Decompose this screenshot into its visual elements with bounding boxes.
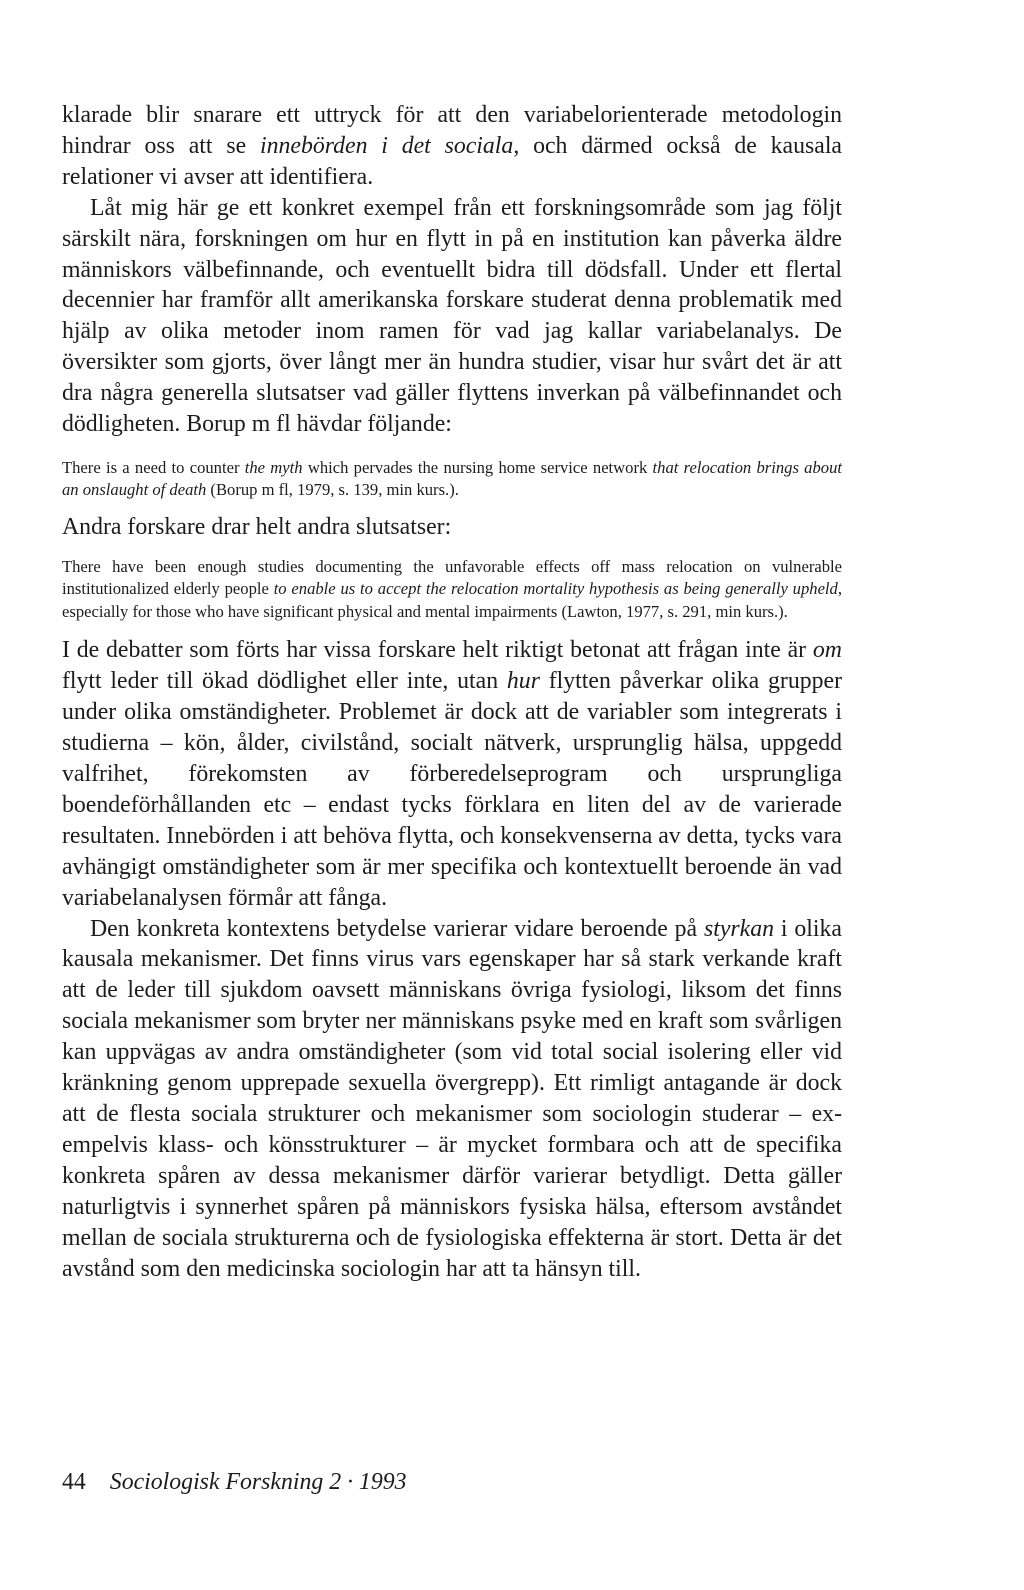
paragraph-4	[62, 635, 842, 913]
page-body	[62, 100, 842, 1284]
paragraph-1-text-a: klarade blir snarare ett uttryck för att den variabelorienterade metodologin hindrar oss att se	[62, 102, 842, 159]
quote-1-text-b: which pervades the nursing home service network	[302, 457, 653, 477]
quote-2-text-b: , especially for those who have significant physical and mental impairments (Lawton, 1977, s. 291, min kurs.).	[62, 579, 842, 621]
paragraph-4-emphasis-hur: hur	[506, 668, 540, 695]
paragraph-1-text-b: , och därmed också de kausala relationer vi avser att identifiera.	[62, 132, 842, 190]
paragraph-1-emphasis: innebörden i det sociala	[259, 132, 514, 159]
page-number: 44	[62, 1469, 86, 1495]
quote-1-text-a: There is a need to counter	[62, 457, 245, 477]
paragraph-4-text-b: flytt leder till ökad dödlighet eller inte, utan	[62, 668, 507, 695]
page-footer	[62, 1467, 407, 1497]
quote-1-emphasis-2: that relocation brings about an onslaught of death	[62, 457, 842, 500]
paragraph-5-text-b: i olika kausala mekanismer. Det finns virus vars egenskaper har så stark verkande kraft att de leder till sjukdom oavsett människans övriga fysiologi, liksom det finns sociala mekanismer som bryter ner människans psyke med en kraft som svårligen kan uppvägas av andra omständigheter (som vid total social isolering eller vid kränkning genom upprepade sexuella övergrepp). Ett rimligt antagande är dock att de flesta sociala strukturer och mekanismer som sociologin studerar – exempelvis klass- och könsstrukturer – är mycket formbara och att de specifika konkreta spåren av dessa mekanismer därför varierar betydligt. Detta gäller naturligtvis i synnerhet spåren på människors fysiska hälsa, eftersom avståndet mellan de sociala strukturerna och de fysiologiska effekterna är stort. Detta är det avstånd som den medicinska sociologin har att ta hänsyn till.	[62, 915, 842, 1282]
paragraph-5	[62, 914, 842, 1285]
paragraph-2: Låt mig här ge ett konkret exempel från ett forskningsområde som jag följt särskilt nära, forskningen om hur en flytt in på en institution kan påverka äldre människors välbefinnande, och eventuellt bidra till dödsfall. Under ett flertal decennier har framför allt amerikanska forskare studerat denna problematik med hjälp av olika metoder inom ramen för vad jag kallar variabelanalys. De översikter som gjorts, över långt mer än hundra studier, visar hur svårt det är att dra några generella slutsatser vad gäller flyttens inverkan på välbefinnandet och dödligheten. Borup m fl hävdar följande:	[62, 194, 842, 438]
paragraph-5-text-a: Den konkreta kontextens betydelse varierar vidare beroende på	[90, 915, 704, 942]
quote-1-text-c: (Borup m fl, 1979, s. 139, min kurs.).	[206, 480, 459, 500]
paragraph-1	[62, 100, 842, 193]
paragraph-3: Andra forskare drar helt andra slutsatser:	[62, 513, 452, 540]
block-quote-lawton	[62, 556, 842, 624]
paragraph-4-emphasis-om: om	[812, 637, 842, 664]
paragraph-4-text-c: flytten påverkar olika grupper under olika omständigheter. Problemet är dock att de variabler som integrerats i studierna – kön, ålder, civilstånd, socialt nätverk, ursprunglig hälsa, uppgedd valfrihet, förekomsten av förberedelseprogram och ursprungliga boendeförhållanden etc – endast tycks förklara en liten del av de varierade resultaten. Innebörden i att behöva flytta, och konsekvenserna av detta, tycks vara avhängigt omständigheter som är mer specifika och kontextuellt beroende än vad variabelanalysen förmår att fånga.	[62, 668, 843, 911]
quote-2-emphasis: to enable us to accept the relocation mortality hypothesis as being generally upheld	[273, 579, 838, 599]
paragraph-4-text-a: I de debatter som förts har vissa forskare helt riktigt betonat att frågan inte är	[62, 637, 813, 664]
block-quote-borup	[62, 457, 842, 502]
journal-title: Sociologisk Forskning 2 · 1993	[109, 1469, 407, 1495]
quote-2-text-a: There have been enough studies documenting the unfavorable effects off mass relocation on vulnerable institutionalized elderly people	[62, 556, 842, 599]
paragraph-5-emphasis: styrkan	[703, 915, 775, 942]
quote-1-emphasis-1: the myth	[244, 457, 303, 477]
